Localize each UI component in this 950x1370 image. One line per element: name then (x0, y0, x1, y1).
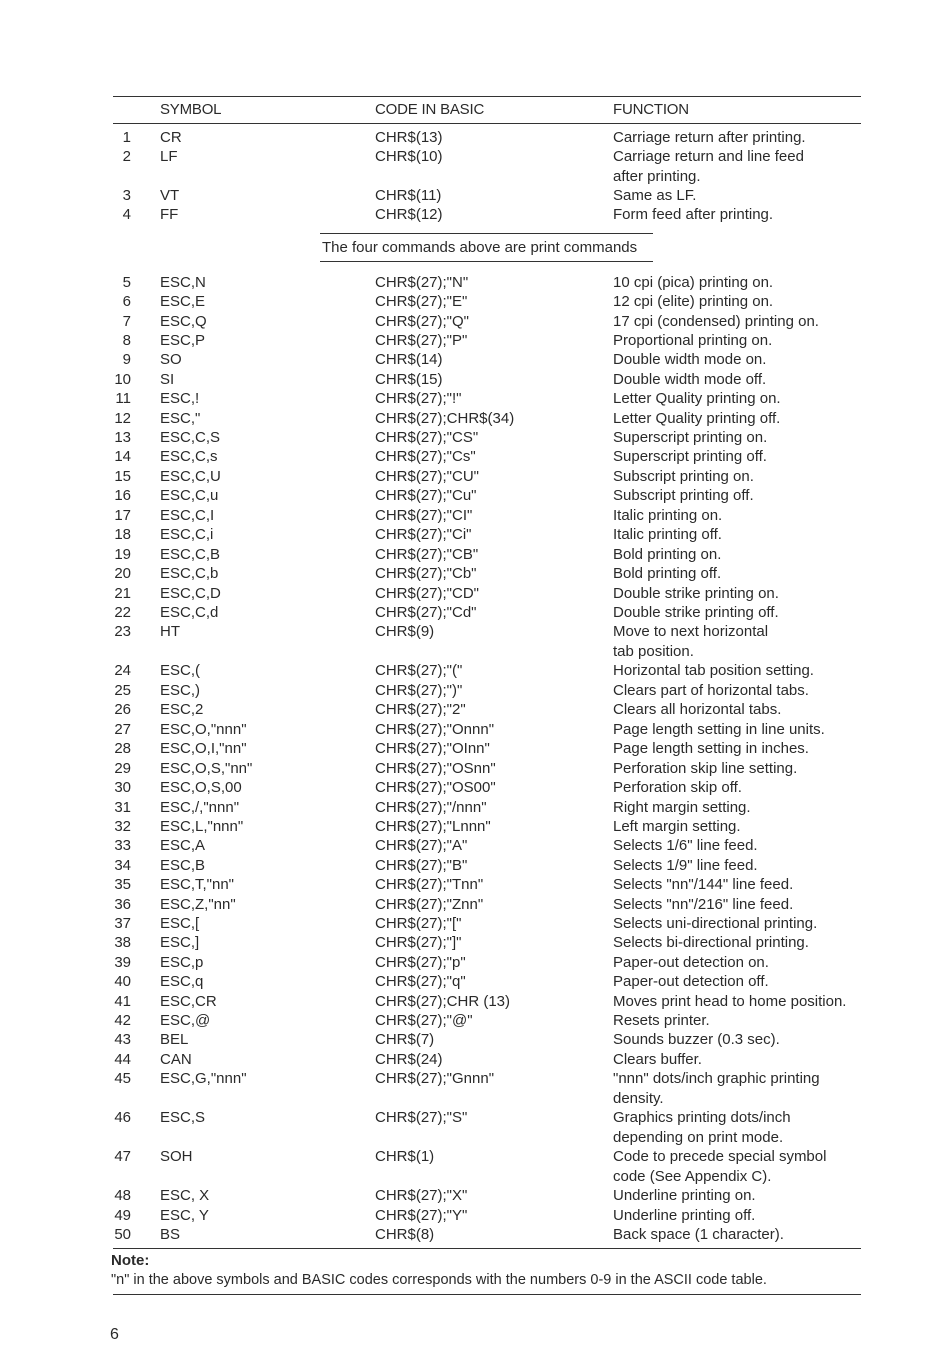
row-symbol: CR (160, 129, 182, 146)
row-number: 14 (114, 448, 131, 465)
row-symbol: ESC,2 (160, 701, 204, 718)
row-symbol: ESC,B (160, 857, 206, 874)
row-symbol: ESC,O,S,"nn" (160, 760, 253, 777)
row-symbol: ESC,C,d (160, 604, 219, 621)
caption-bottom-rule (320, 261, 653, 262)
row-basic-code: CHR$(15) (375, 371, 443, 388)
row-symbol: ESC,Z,"nn" (160, 896, 236, 913)
row-symbol: ESC,T,"nn" (160, 876, 235, 893)
row-function: Code to precede special symbol code (See Appendix C). (613, 1148, 827, 1185)
row-basic-code: CHR$(27);"Gnnn" (375, 1070, 495, 1087)
row-basic-code: CHR$(27);"!" (375, 390, 462, 407)
row-number: 43 (114, 1031, 131, 1048)
row-symbol: ESC,L,"nnn" (160, 818, 244, 835)
row-function: Perforation skip off. (613, 779, 742, 796)
table-bottom-rule (113, 1248, 861, 1249)
row-symbol: ESC,C,I (160, 507, 215, 524)
row-number: 50 (114, 1226, 131, 1243)
row-basic-code: CHR$(27);"N" (375, 274, 469, 291)
row-basic-code: CHR$(27);"B" (375, 857, 468, 874)
row-function: 10 cpi (pica) printing on. (613, 274, 774, 291)
row-symbol: FF (160, 206, 179, 223)
row-function: Paper-out detection on. (613, 954, 769, 971)
row-function: Moves print head to home position. (613, 993, 847, 1010)
row-number: 24 (114, 662, 131, 679)
row-number: 27 (114, 721, 131, 738)
row-number: 32 (114, 818, 131, 835)
row-symbol: ESC,C,b (160, 565, 219, 582)
row-symbol: SO (160, 351, 182, 368)
row-number: 40 (114, 973, 131, 990)
row-basic-code: CHR$(12) (375, 206, 443, 223)
row-basic-code: CHR$(11) (375, 187, 442, 204)
row-number: 41 (114, 993, 131, 1010)
row-function: Subscript printing on. (613, 468, 754, 485)
row-basic-code: CHR$(27);"Cb" (375, 565, 477, 582)
row-basic-code: CHR$(9) (375, 623, 435, 640)
row-function: Move to next horizontal tab position. (613, 623, 769, 660)
row-basic-code: CHR$(27);")" (375, 682, 463, 699)
row-symbol: ESC,Q (160, 313, 207, 330)
row-symbol: ESC,q (160, 973, 204, 990)
row-function: Paper-out detection off. (613, 973, 769, 990)
row-function: Right margin setting. (613, 799, 751, 816)
row-function: Bold printing on. (613, 546, 722, 563)
row-basic-code: CHR$(27);"@" (375, 1012, 473, 1029)
row-basic-code: CHR$(27);"CB" (375, 546, 479, 563)
row-basic-code: CHR$(27);"Tnn" (375, 876, 484, 893)
row-function: 12 cpi (elite) printing on. (613, 293, 774, 310)
row-number: 39 (114, 954, 131, 971)
row-number: 11 (115, 390, 131, 407)
row-function: Page length setting in inches. (613, 740, 809, 757)
page-number: 6 (110, 1326, 119, 1343)
row-basic-code: CHR$(27);"OInn" (375, 740, 490, 757)
note-text: "n" in the above symbols and BASIC codes corresponds with the numbers 0-9 in the ASCII code table. (111, 1272, 767, 1288)
row-number: 25 (114, 682, 131, 699)
header-code: CODE IN BASIC (375, 101, 485, 118)
row-basic-code: CHR$(27);"S" (375, 1109, 468, 1126)
row-basic-code: CHR$(27);"/nnn" (375, 799, 487, 816)
row-basic-code: CHR$(27);"]" (375, 934, 462, 951)
row-symbol: BS (160, 1226, 181, 1243)
row-number: 22 (114, 604, 131, 621)
row-basic-code: CHR$(27);"q" (375, 973, 466, 990)
row-function: Carriage return after printing. (613, 129, 806, 146)
row-number: 33 (114, 837, 131, 854)
row-symbol: ESC,CR (160, 993, 217, 1010)
row-function: Proportional printing on. (613, 332, 773, 349)
row-basic-code: CHR$(27);"E" (375, 293, 468, 310)
row-basic-code: CHR$(27);"Y" (375, 1207, 468, 1224)
row-symbol: SI (160, 371, 175, 388)
row-function: Selects "nn"/144" line feed. (613, 876, 794, 893)
row-number: 37 (114, 915, 131, 932)
row-symbol: ESC, Y (160, 1207, 209, 1224)
row-basic-code: CHR$(13) (375, 129, 443, 146)
row-function: Selects 1/9" line feed. (613, 857, 758, 874)
row-function: Back space (1 character). (613, 1226, 784, 1243)
header-bottom-rule (113, 123, 861, 124)
row-basic-code: CHR$(10) (375, 148, 443, 165)
row-symbol: ESC,C,U (160, 468, 221, 485)
table-top-rule (113, 96, 861, 97)
row-symbol: ESC,] (160, 934, 200, 951)
row-function: Sounds buzzer (0.3 sec). (613, 1031, 780, 1048)
row-function: Italic printing off. (613, 526, 722, 543)
row-number: 1 (122, 129, 131, 146)
row-number: 23 (114, 623, 131, 640)
row-symbol: ESC,C,s (160, 448, 218, 465)
row-function: Selects uni-directional printing. (613, 915, 818, 932)
row-function: Clears buffer. (613, 1051, 702, 1068)
row-basic-code: CHR$(14) (375, 351, 443, 368)
row-symbol: ESC,O,S,00 (160, 779, 242, 796)
row-number: 12 (114, 410, 131, 427)
row-symbol: ESC," (160, 410, 201, 427)
row-function: Resets printer. (613, 1012, 710, 1029)
row-basic-code: CHR$(27);"Ci" (375, 526, 472, 543)
row-basic-code: CHR$(27);"Q" (375, 313, 469, 330)
row-number: 35 (114, 876, 131, 893)
row-symbol: ESC,C,u (160, 487, 219, 504)
row-number: 7 (122, 313, 131, 330)
row-number: 46 (114, 1109, 131, 1126)
row-function: Superscript printing off. (613, 448, 767, 465)
row-symbol: ESC,A (160, 837, 206, 854)
row-number: 20 (114, 565, 131, 582)
row-function: Superscript printing on. (613, 429, 768, 446)
row-function: Page length setting in line units. (613, 721, 825, 738)
row-basic-code: CHR$(24) (375, 1051, 443, 1068)
row-number: 29 (114, 760, 131, 777)
row-function: Underline printing off. (613, 1207, 756, 1224)
row-basic-code: CHR$(27);CHR (13) (375, 993, 511, 1010)
row-number: 17 (114, 507, 131, 524)
row-basic-code: CHR$(27);"Onnn" (375, 721, 495, 738)
row-number: 2 (122, 148, 131, 165)
note-title: Note: (111, 1252, 150, 1269)
row-function: Subscript printing off. (613, 487, 754, 504)
row-symbol: LF (160, 148, 178, 165)
caption-top-rule (320, 233, 653, 234)
row-basic-code: CHR$(27);"OSnn" (375, 760, 496, 777)
row-number: 16 (114, 487, 131, 504)
row-symbol: ESC,C,B (160, 546, 221, 563)
row-number: 3 (122, 187, 131, 204)
row-function: Horizontal tab position setting. (613, 662, 814, 679)
row-symbol: ESC,C,i (160, 526, 214, 543)
row-basic-code: CHR$(7) (375, 1031, 435, 1048)
row-symbol: ESC,E (160, 293, 206, 310)
row-symbol: ESC, X (160, 1187, 210, 1204)
row-number: 15 (114, 468, 131, 485)
row-symbol: ESC,p (160, 954, 204, 971)
row-symbol: VT (160, 187, 180, 204)
row-function: 17 cpi (condensed) printing on. (613, 313, 819, 330)
row-basic-code: CHR$(27);"X" (375, 1187, 468, 1204)
row-function: Selects bi-directional printing. (613, 934, 809, 951)
row-basic-code: CHR$(27);CHR$(34) (375, 410, 515, 427)
row-number: 13 (114, 429, 131, 446)
row-basic-code: CHR$(27);"Cu" (375, 487, 477, 504)
row-basic-code: CHR$(27);"P" (375, 332, 468, 349)
row-number: 31 (114, 799, 131, 816)
row-basic-code: CHR$(27);"(" (375, 662, 463, 679)
row-symbol: ESC,O,"nnn" (160, 721, 247, 738)
row-function: Graphics printing dots/inch depending on print mode. (613, 1109, 791, 1146)
row-number: 42 (114, 1012, 131, 1029)
row-number: 44 (114, 1051, 131, 1068)
row-symbol: CAN (160, 1051, 192, 1068)
row-symbol: ESC,N (160, 274, 206, 291)
row-function: Carriage return and line feed after printing. (613, 148, 804, 185)
row-number: 6 (122, 293, 131, 310)
row-function: Underline printing on. (613, 1187, 756, 1204)
row-basic-code: CHR$(27);"2" (375, 701, 466, 718)
row-basic-code: CHR$(27);"CS" (375, 429, 479, 446)
row-basic-code: CHR$(27);"CU" (375, 468, 479, 485)
row-number: 18 (114, 526, 131, 543)
row-function: "nnn" dots/inch graphic printing density. (613, 1070, 820, 1107)
row-number: 30 (114, 779, 131, 796)
row-function: Letter Quality printing on. (613, 390, 781, 407)
row-symbol: ESC,P (160, 332, 206, 349)
row-function: Left margin setting. (613, 818, 741, 835)
row-basic-code: CHR$(27);"CD" (375, 585, 479, 602)
row-number: 19 (114, 546, 131, 563)
row-number: 5 (122, 274, 131, 291)
row-basic-code: CHR$(27);"Znn" (375, 896, 484, 913)
row-symbol: ESC,C,D (160, 585, 221, 602)
row-function: Clears part of horizontal tabs. (613, 682, 809, 699)
row-number: 34 (114, 857, 131, 874)
row-function: Italic printing on. (613, 507, 723, 524)
row-number: 4 (122, 206, 131, 223)
row-basic-code: CHR$(27);"CI" (375, 507, 473, 524)
row-symbol: SOH (160, 1148, 193, 1165)
row-function: Selects 1/6" line feed. (613, 837, 758, 854)
row-function: Double width mode off. (613, 371, 767, 388)
row-number: 48 (114, 1187, 131, 1204)
row-basic-code: CHR$(27);"Cd" (375, 604, 477, 621)
row-number: 49 (114, 1207, 131, 1224)
row-number: 47 (114, 1148, 131, 1165)
row-function: Clears all horizontal tabs. (613, 701, 782, 718)
row-basic-code: CHR$(27);"Cs" (375, 448, 476, 465)
row-symbol: ESC,O,I,"nn" (160, 740, 247, 757)
row-function: Perforation skip line setting. (613, 760, 798, 777)
row-function: Same as LF. (613, 187, 697, 204)
row-symbol: ESC,G,"nnn" (160, 1070, 247, 1087)
print-commands-caption: The four commands above are print commands (322, 239, 638, 256)
row-number: 9 (122, 351, 131, 368)
row-symbol: ESC,( (160, 662, 201, 679)
row-basic-code: CHR$(27);"[" (375, 915, 462, 932)
row-function: Form feed after printing. (613, 206, 774, 223)
row-symbol: BEL (160, 1031, 189, 1048)
row-symbol: ESC,[ (160, 915, 200, 932)
row-symbol: ESC,C,S (160, 429, 221, 446)
header-function: FUNCTION (613, 101, 689, 118)
row-number: 38 (114, 934, 131, 951)
row-symbol: HT (160, 623, 180, 640)
row-function: Bold printing off. (613, 565, 722, 582)
row-function: Double strike printing off. (613, 604, 779, 621)
note-bottom-rule (113, 1294, 861, 1295)
row-basic-code: CHR$(8) (375, 1226, 435, 1243)
row-basic-code: CHR$(27);"A" (375, 837, 468, 854)
row-symbol: ESC,@ (160, 1012, 211, 1029)
row-basic-code: CHR$(27);"Lnnn" (375, 818, 491, 835)
row-basic-code: CHR$(27);"p" (375, 954, 466, 971)
row-number: 36 (114, 896, 131, 913)
row-symbol: ESC,! (160, 390, 200, 407)
row-number: 45 (114, 1070, 131, 1087)
row-function: Double width mode on. (613, 351, 767, 368)
row-function: Letter Quality printing off. (613, 410, 781, 427)
row-symbol: ESC,) (160, 682, 201, 699)
header-symbol: SYMBOL (160, 101, 222, 118)
row-symbol: ESC,/,"nnn" (160, 799, 240, 816)
row-function: Selects "nn"/216" line feed. (613, 896, 794, 913)
row-number: 10 (114, 371, 131, 388)
row-basic-code: CHR$(1) (375, 1148, 435, 1165)
row-number: 26 (114, 701, 131, 718)
row-function: Double strike printing on. (613, 585, 779, 602)
row-basic-code: CHR$(27);"OS00" (375, 779, 496, 796)
row-number: 8 (122, 332, 131, 349)
row-number: 21 (114, 585, 131, 602)
row-number: 28 (114, 740, 131, 757)
row-symbol: ESC,S (160, 1109, 206, 1126)
